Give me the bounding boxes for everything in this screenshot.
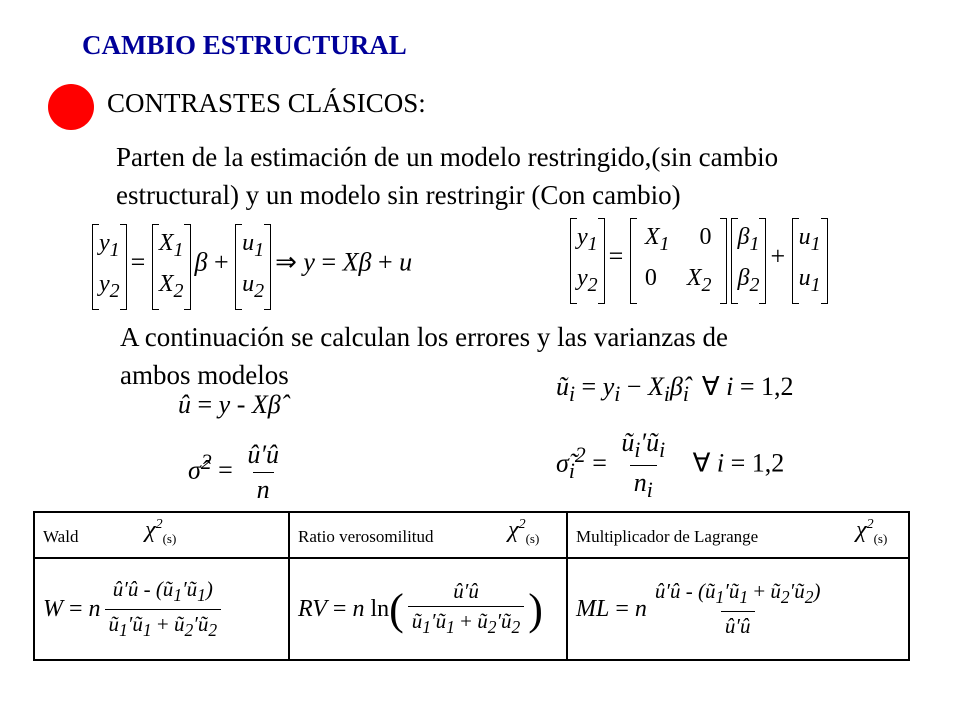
group-variance-formula: $\sigmã_i^2$ = $\frac{ũ_i'ũ_i}{n_i}$ ∀ i = 1,2: [556, 428, 785, 503]
table-formula-row: [34, 558, 909, 660]
chi-square-symbol: $\chi^2_{(s)}$: [508, 517, 540, 546]
table-header-row: [34, 512, 909, 558]
section-heading: CONTRASTES CLÁSICOS:: [107, 88, 426, 118]
lr-formula: RV = n ln ( $\frac{û'û}{ũ_1'ũ_1 + ũ_2'ũ_2}$ ): [298, 579, 543, 638]
header-lm-label: Multiplicador de Lagrange: [576, 527, 759, 546]
unrestricted-model-equation: $y_1$ $y_2$ = $X_1$ 0 0 $X_2$ $\beta_1$ $\beta_2$ + $u_1$ $u_1$: [570, 218, 828, 304]
test-statistics-table: [33, 511, 910, 661]
restricted-model-equation: $y_1$ $y_2$ = $X_1$ $X_2$ β + $u_1$ $u_2$ ⇒ y = Xβ + u: [92, 224, 412, 310]
wald-formula-cell: [34, 558, 289, 660]
intro-paragraph: [116, 138, 778, 214]
header-cell-lm: [567, 512, 909, 558]
header-wald-label: Wald: [43, 527, 79, 546]
lr-formula-cell: [289, 558, 567, 660]
errors-line-1: A continuación se calculan los errores y las varianzas de: [120, 322, 729, 352]
red-bullet-icon: [48, 84, 94, 130]
slide-title: CAMBIO ESTRUCTURAL: [82, 30, 407, 60]
intro-line-2: estructural) y un modelo sin restringir (Con cambio): [116, 180, 681, 210]
residual-formula: û = y - Xβ̂: [178, 390, 281, 419]
chi-square-symbol: $\chi^2_{(s)}$: [856, 517, 888, 546]
chi-square-symbol: $\chi^2_{(s)}$: [145, 517, 177, 546]
header-lr-label: Ratio verosomilitud: [298, 527, 434, 546]
variance-formula: σ̂$^2$ = $\frac{û'û}{n}$: [188, 440, 280, 504]
intro-line-1: Parten de la estimación de un modelo restringido,(sin cambio: [116, 142, 779, 172]
errors-line-2: ambos modelos: [120, 360, 289, 390]
header-cell-wald: [34, 512, 289, 558]
header-cell-lr: [289, 512, 567, 558]
group-residual-formula: $ũ_i = y_i$ − $X_i\betâ_i$ ∀ i = 1,2: [556, 372, 794, 407]
lm-formula: ML = n $\frac{û'û - (ũ_1'ũ_1 + ũ_2'ũ_2)}{û'û}$: [576, 579, 821, 638]
wald-formula: W = n $\frac{û'û - (ũ_1'ũ_1)}{ũ_1'ũ_1 + ũ_2'ũ_2}$: [35, 559, 288, 659]
lm-formula-cell: [567, 558, 909, 660]
